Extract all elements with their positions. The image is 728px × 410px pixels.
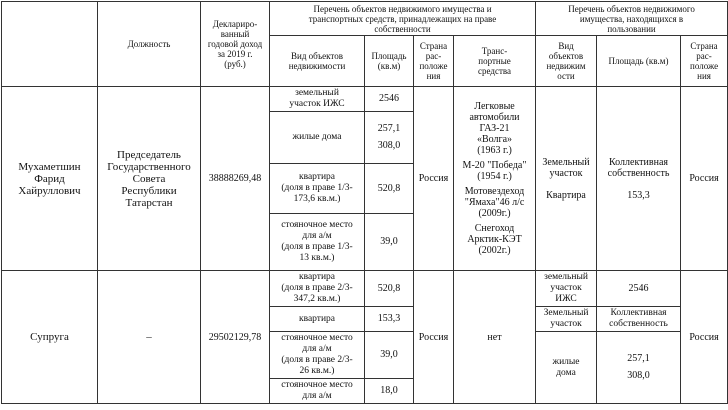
person1-name: Мухаметшин Фарид Хайруллович xyxy=(2,87,98,271)
person1-position: Председатель Государственного Совета Республики Татарстан xyxy=(98,87,201,271)
person2-income: 29502129,78 xyxy=(201,271,270,404)
header-position: Должность xyxy=(98,2,201,87)
person2-owned-type-2: квартира xyxy=(270,307,365,332)
header-owned-country: Страна рас- положе ния xyxy=(414,36,454,87)
person1-vehicle-1: Легковые автомобили ГАЗ-21 «Волга» (1963 г.) xyxy=(469,101,520,156)
person2-used-type-2: Земельный участок xyxy=(536,307,597,332)
person2-owned-area-2: 153,3 xyxy=(365,307,414,332)
header-used-group: Перечень объектов недвижимого имущества, находящихся в пользовании xyxy=(536,2,728,36)
person1-owned-type-1: земельный участок ИЖС xyxy=(270,87,365,112)
person1-vehicle-4: Снегоход Арктик-КЭТ (2002г.) xyxy=(467,223,522,256)
person2-name: Супруга xyxy=(2,271,98,404)
header-name-cell xyxy=(2,2,98,87)
person2-used-country: Россия xyxy=(681,271,728,404)
person1-used-country: Россия xyxy=(681,87,728,271)
person1-vehicle-3: Мотовездеход "Ямаха"46 л/с (2009г.) xyxy=(464,186,525,219)
header-used-area: Площадь (кв.м) xyxy=(597,36,681,87)
person2-owned-area-4: 18,0 xyxy=(365,379,414,404)
person1-owned-area-2 xyxy=(365,112,414,164)
person1-owned-area-3: 520,8 xyxy=(365,164,414,214)
person2-owned-area-1: 520,8 xyxy=(365,271,414,307)
person2-owned-type-1: квартира (доля в праве 2/3- 347,2 кв.м.) xyxy=(270,271,365,307)
person1-owned-area-4: 39,0 xyxy=(365,214,414,271)
person2-position: – xyxy=(98,271,201,404)
person1-vehicles xyxy=(454,87,536,271)
declaration-table xyxy=(1,1,728,404)
person2-used-type-3: жилые дома xyxy=(536,332,597,404)
person2-used-area-3 xyxy=(597,332,681,404)
header-owned-type: Вид объектов недвижимости xyxy=(270,36,365,87)
person2-owned-type-3: стояночное место для а/м (доля в праве 2/3- 26 кв.м.) xyxy=(270,332,365,379)
person1-vehicle-2: М-20 "Победа" (1954 г.) xyxy=(462,160,527,182)
person2-vehicles: нет xyxy=(454,271,536,404)
person2-used-area-1: 2546 xyxy=(597,271,681,307)
header-income: Деклариро- ванный годовой доход за 2019 г. (руб.) xyxy=(201,2,270,87)
person2-used-type-1: земельный участок ИЖС xyxy=(536,271,597,307)
person1-income: 38888269,48 xyxy=(201,87,270,271)
person1-used-type: Земельный участок Квартира xyxy=(536,87,597,271)
header-vehicles: Транс- портные средства xyxy=(454,36,536,87)
person2-used-area-2: Коллективная собственность xyxy=(597,307,681,332)
person1-owned-area-2b: 308,0 xyxy=(377,140,401,151)
header-owned-group: Перечень объектов недвижимого имущества и транспортных средств, принадлежащих на праве собственности xyxy=(270,2,536,36)
header-owned-area: Площадь (кв.м) xyxy=(365,36,414,87)
person2-owned-area-3: 39,0 xyxy=(365,332,414,379)
header-used-country: Страна рас- положе ния xyxy=(681,36,728,87)
person1-owned-area-1: 2546 xyxy=(365,87,414,112)
person2-used-area-3a: 257,1 xyxy=(627,353,650,364)
header-used-type: Вид объектов недвижим ости xyxy=(536,36,597,87)
person2-owned-type-4: стояночное место для а/м xyxy=(270,379,365,404)
person2-owned-country: Россия xyxy=(414,271,454,404)
person1-owned-type-2: жилые дома xyxy=(270,112,365,164)
person1-owned-type-3: квартира (доля в праве 1/3- 173,6 кв.м.) xyxy=(270,164,365,214)
person1-owned-type-4: стояночное место для а/м (доля в праве 1/3- 13 кв.м.) xyxy=(270,214,365,271)
person1-owned-country: Россия xyxy=(414,87,454,271)
person1-owned-area-2a: 257,1 xyxy=(377,123,401,134)
person2-used-area-3b: 308,0 xyxy=(627,370,650,381)
person1-used-area: Коллективная собственность 153,3 xyxy=(597,87,681,271)
